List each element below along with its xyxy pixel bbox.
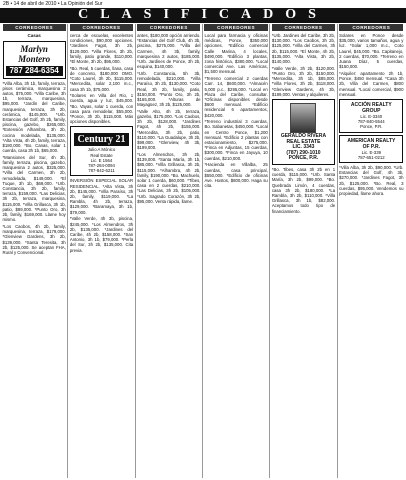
listing-text: *Villa Alba, 3h 2b, $90,000. *Urb. Estancias del Golf, 4h 3b, $270,000. *Jardines Fagot, 3h 2b, $125,000. *Bo. Real, 3 cuerdas, $95,000. Vendemos su propiedad, llame ahora.: [339, 164, 404, 196]
agent-line: REAL ESTATE: [286, 138, 321, 145]
listing-text: *Hacienda en Villalba, 25 cuerdas, casa principal, $550,000. *Edificio de oficinas Ave. Hostos, $800,000. Haga su cita.: [204, 162, 268, 189]
listing-text: *Valle Alto, 4h 2b, terraza, gazebo, $175,000. *Los Caobos, 3h 2b, $128,000. *Jardines Fagot, 4h 2b, $155,000. *Mercedita, 3h 2b, patio, $110,000. *La Guadalupe, 3h 2b, $99,000. *Glenview, 4h 3b, $199,000.: [137, 108, 201, 151]
column-header: CORREDORES: [70, 24, 133, 31]
ad-line: Lic. E-3340: [360, 113, 383, 119]
classified-column: [136, 24, 203, 478]
agent-line: LIC. 3343: [292, 144, 315, 151]
listing-text: *Terreno comercial 2 cuerdas Carr. 14, $600,000. *Almacén 5,000 p.c., $295,000. *Local en Plaza del Caribe, consultar. *Oficinas disponibles desde $600 mensual. *Edificio residencial 6 apartamentos, $420,000.: [204, 76, 268, 118]
realty-ad: [339, 135, 403, 163]
agent-line: (787) 290-1010: [286, 149, 321, 156]
column-header: CORREDORES: [272, 24, 335, 31]
classified-column: [68, 24, 135, 478]
ad-line: 787-840-5544: [357, 119, 385, 125]
ad-line: 787-651-0212: [357, 154, 385, 160]
listing-text: *Los Almendros, 3h 2b, $139,000. *Santa María, 3h 1b, $85,000. *Villa Grillasca, 3h 2b, $115,000. *Alhambra, 4h 2b, family, $190,000. *Bo. Machuelo, solar 1 cuerda, $60,000. *Tibes, casa en 2 cuerdas, $210,000. *Las Delicias, 3h 2b, $105,000. *Urb. Sagrado Corazón, 3h 2b, $95,000. Venta rápida, llame.: [137, 151, 201, 204]
classified-column: [270, 24, 337, 478]
listing-text: Solares en Ponce desde $35,000, varios tamaños, agua y luz. *Solar 1,000 m.c., Coto Laurel, $45,000. *Bo. Capitanejo, 2 cuerdas, $70,000. *Terreno en Juana Díaz, 5 cuerdas, $150,000.: [339, 33, 404, 70]
listing-text: *Terreno industrial 3 cuerdas, Bo. Sabanetas, $450,000. *Local en Centro Ponce, $1,200 mensual. *Edificio 2 plantas con estacionamiento, $275,000. *Finca en Adjuntas, 15 cuerdas, $300,000. *Finca en Jayuya, 10 cuerdas, $210,000.: [204, 119, 268, 161]
classified-columns: [1, 24, 405, 478]
ad-line: Lic. E 1564: [90, 157, 113, 163]
column-header: CORREDORES: [3, 24, 66, 31]
ad-line: Julio A Mónico: [87, 147, 116, 153]
ad-line: 787-842-6211: [88, 168, 115, 174]
listing-text: *Villa Alba, 3h 1b, family, terraza, pisos cerámica, marquesina 2 autos, $75,000. *Villa Caribe, 3h 1b, terraza, marquesina, $95,000. *Jardín del Caribe, marquesina, terraza, 3h 2b, cerámica, $145,000. *Urb. Estancias del Golf, 3h 2b, family, piscina, gazebo, $265,000. *Extensión Alhambra, 3h 2b, cocina modelada, $135,000. *Alta Vista, 4h 2b, family, terraza, $180,000. *Bo. Canas, solar 1 cuerda, casa 3h 1b, $65,000.: [2, 80, 66, 154]
listing-text: *Los Caobos, 4h 2b, family, marquesina, terraza, $179,000. *Glenview Gardens, 3h 2b, $139,000. *Santa Teresita, 3h 2b, $125,000. Se aceptan FHA, Rural y Convencional.: [2, 223, 66, 255]
listing-text: Local para farmacia y oficinas médicas, Ponce, $350,000 opciones. *Edificio comercial Calle Marina, 4 locales, $490,000. *Edificio 3 plantas, zona histórica, $380,000. *Local comercial Ave. Las Américas, $1,500 mensual.: [204, 33, 268, 75]
classified-column: [203, 24, 270, 478]
section-title: CLASIFICADOS: [78, 7, 328, 22]
ad-line: AMERICAN REALTY: [347, 137, 396, 144]
listing-text: *Solares en Villa del Rio, 1 cuerda, agua y luz, $45,000. *Bo. Vayas, solar 1 cuerda, con casa para remodelar, $55,000. *Ponce, 3h 2b, $115,000. Más opciones disponibles.: [69, 93, 134, 125]
column-header: CORREDORES: [137, 24, 200, 31]
classified-column: [338, 24, 405, 478]
agent-photo: [290, 103, 316, 133]
listing-text: *Urb. Constancia, 5h 3b, remodelada, $210,000. *Villa Paraíso, 3h 2b, $130,000. *Coto Real, 3h 2b, family, patio, $150,000. *Punto Oro, 3h 2b, $165,000. *Alturas de Mayagüez, 3h 2b, $125,000.: [137, 70, 201, 108]
ad-line: OF P.R.: [362, 143, 381, 150]
listing-text: antes, $180,000 opción arriendo. *Estancias del Golf Club, 4h 3b, piscina, $275,000. *Villa del Carmen, 4h 3b, family, marquesina 2 autos, $185,000. *Urb. Jardines de Ponce, 3h 2b, esquina, $140,000.: [137, 33, 201, 70]
column-header: CORREDORES: [204, 24, 267, 31]
listing-text: cerca de escuelas, excelentes condiciones, $90,000 opciones. *Jardines Fagot, 3h 2b, $129,000. *Villa Flores, 3h 2b, family, patio grande, $110,000. *El Monte, 3h 2b, $95,000.: [69, 33, 134, 65]
ad-line: 787-284-0094: [88, 163, 115, 169]
listing-text: *Mansiones del Sur, 4h 3b, family, terraza, piscina, gazebo, marquesina 2 autos, $325,000. *Villa del Carmen, 3h 2b, remodelada, $149,000. *El Tuque, 3h 1b, $69,000. *Urb. Constancia, 3h 2b, family, terraza, $159,000. *Las Delicias, 3h 2b, terraza, marquesina, $115,000. *Villa Grillasca, 3h 1b, patio, $89,000. *Punto Oro, 3h 2b, family, $169,000. Llame hoy mismo.: [2, 154, 66, 223]
agent-ad: [272, 99, 335, 165]
realty-ad: [339, 99, 403, 133]
brand-logo: Century 21: [74, 133, 128, 146]
listing-text: *Bo. Tibes, casa 3h 2b en 1 cuerda, $115,000. *Urb. Santa María, 3h 2b, $99,000. *Bo. Quebrada Limón, 4 cuerdas, casa 3h 2b, $180,000. *La Rambla, 3h 2b, $110,000. *Villa Grillasca, 3h 1b, $82,000. Aceptamos todo tipo de financiamiento.: [271, 166, 336, 214]
ad-line: Ponce, P.R.: [360, 124, 383, 130]
agent-line: PONCE, P.R.: [288, 155, 319, 162]
ad-line: GROUP: [362, 107, 381, 114]
classified-column: [1, 24, 68, 478]
listing-text: INVERSIÓN ESPECIAL SOLAR RESIDENCIAL. *Alta Vista, 3h 2b, $145,000. *Villa Paraíso, 3h 2b, family, $119,000. *La Rambla, 4h 2b, terraza, $129,000. *Baramaya, 3h 1b, $79,000.: [69, 178, 134, 215]
listing-text: *Bo. Real, 5 cuerdas, llana, casa de concreto, $180,000 OMO. *Coto Laurel, 3h 2b, $115,000. *Mercedita, solar 2,100 m.c., casa 3h 1b, $75,000.: [69, 65, 134, 92]
page-folio: 2B • 14 de abril de 2010 • La Opinión del Sur: [3, 1, 103, 7]
agent-line: GERALDO RIVERA: [280, 132, 327, 139]
masthead-rule: [0, 22, 406, 23]
realtor-phone: 787 284-6354: [6, 66, 63, 76]
century21-ad: [70, 126, 133, 176]
listing-text: *Valle Verde, 4h 3b, piscina, $245,000. *Los Almendros, 3h 2b, $135,000. *Jardines del Caribe, 4h 2b, $158,000. *San Antonio, 3h 1b, $79,000. *Perla del Sur, 3h 2b, $135,000. Cita previa.: [69, 216, 134, 253]
listing-text: *Alquiler: apartamento 2h 1b, Ponce, $450 mensual. *Casa 3h 2b, Villa del Carmen, $800 mensual. *Local comercial, $900 mensual.: [339, 70, 404, 97]
realtor-name: Marlyn Montero: [18, 43, 51, 64]
realtor-ad: [3, 41, 66, 79]
ad-line: Lic. E-339: [361, 149, 381, 155]
category-heading: Casas: [27, 33, 41, 38]
listing-text: *Valle Verde, 3h 2b, $120,000. *Punto Oro, 3h 2b, $150,000. *Mercedita, 3h 1b, $85,000. *Villa Flores, 3h 2b, $118,000. *Glenview Gardens, 4h 3b, $189,000. Ventas y alquileres.: [271, 65, 336, 97]
listing-text: *Urb. Jardines del Caribe, 3h 2b, $130,000. *Los Caobos, 3h 2b, $125,000. *Villa del Carmen, 3h 2b, $115,000. *El Monte, 4h 2b, $135,000. *Alta Vista, 3h 2b, $140,000.: [271, 33, 336, 65]
ad-line: Real Estate: [90, 152, 113, 158]
ad-line: ACCIÓN REALTY: [350, 101, 392, 108]
column-header: CORREDORES: [339, 24, 403, 31]
